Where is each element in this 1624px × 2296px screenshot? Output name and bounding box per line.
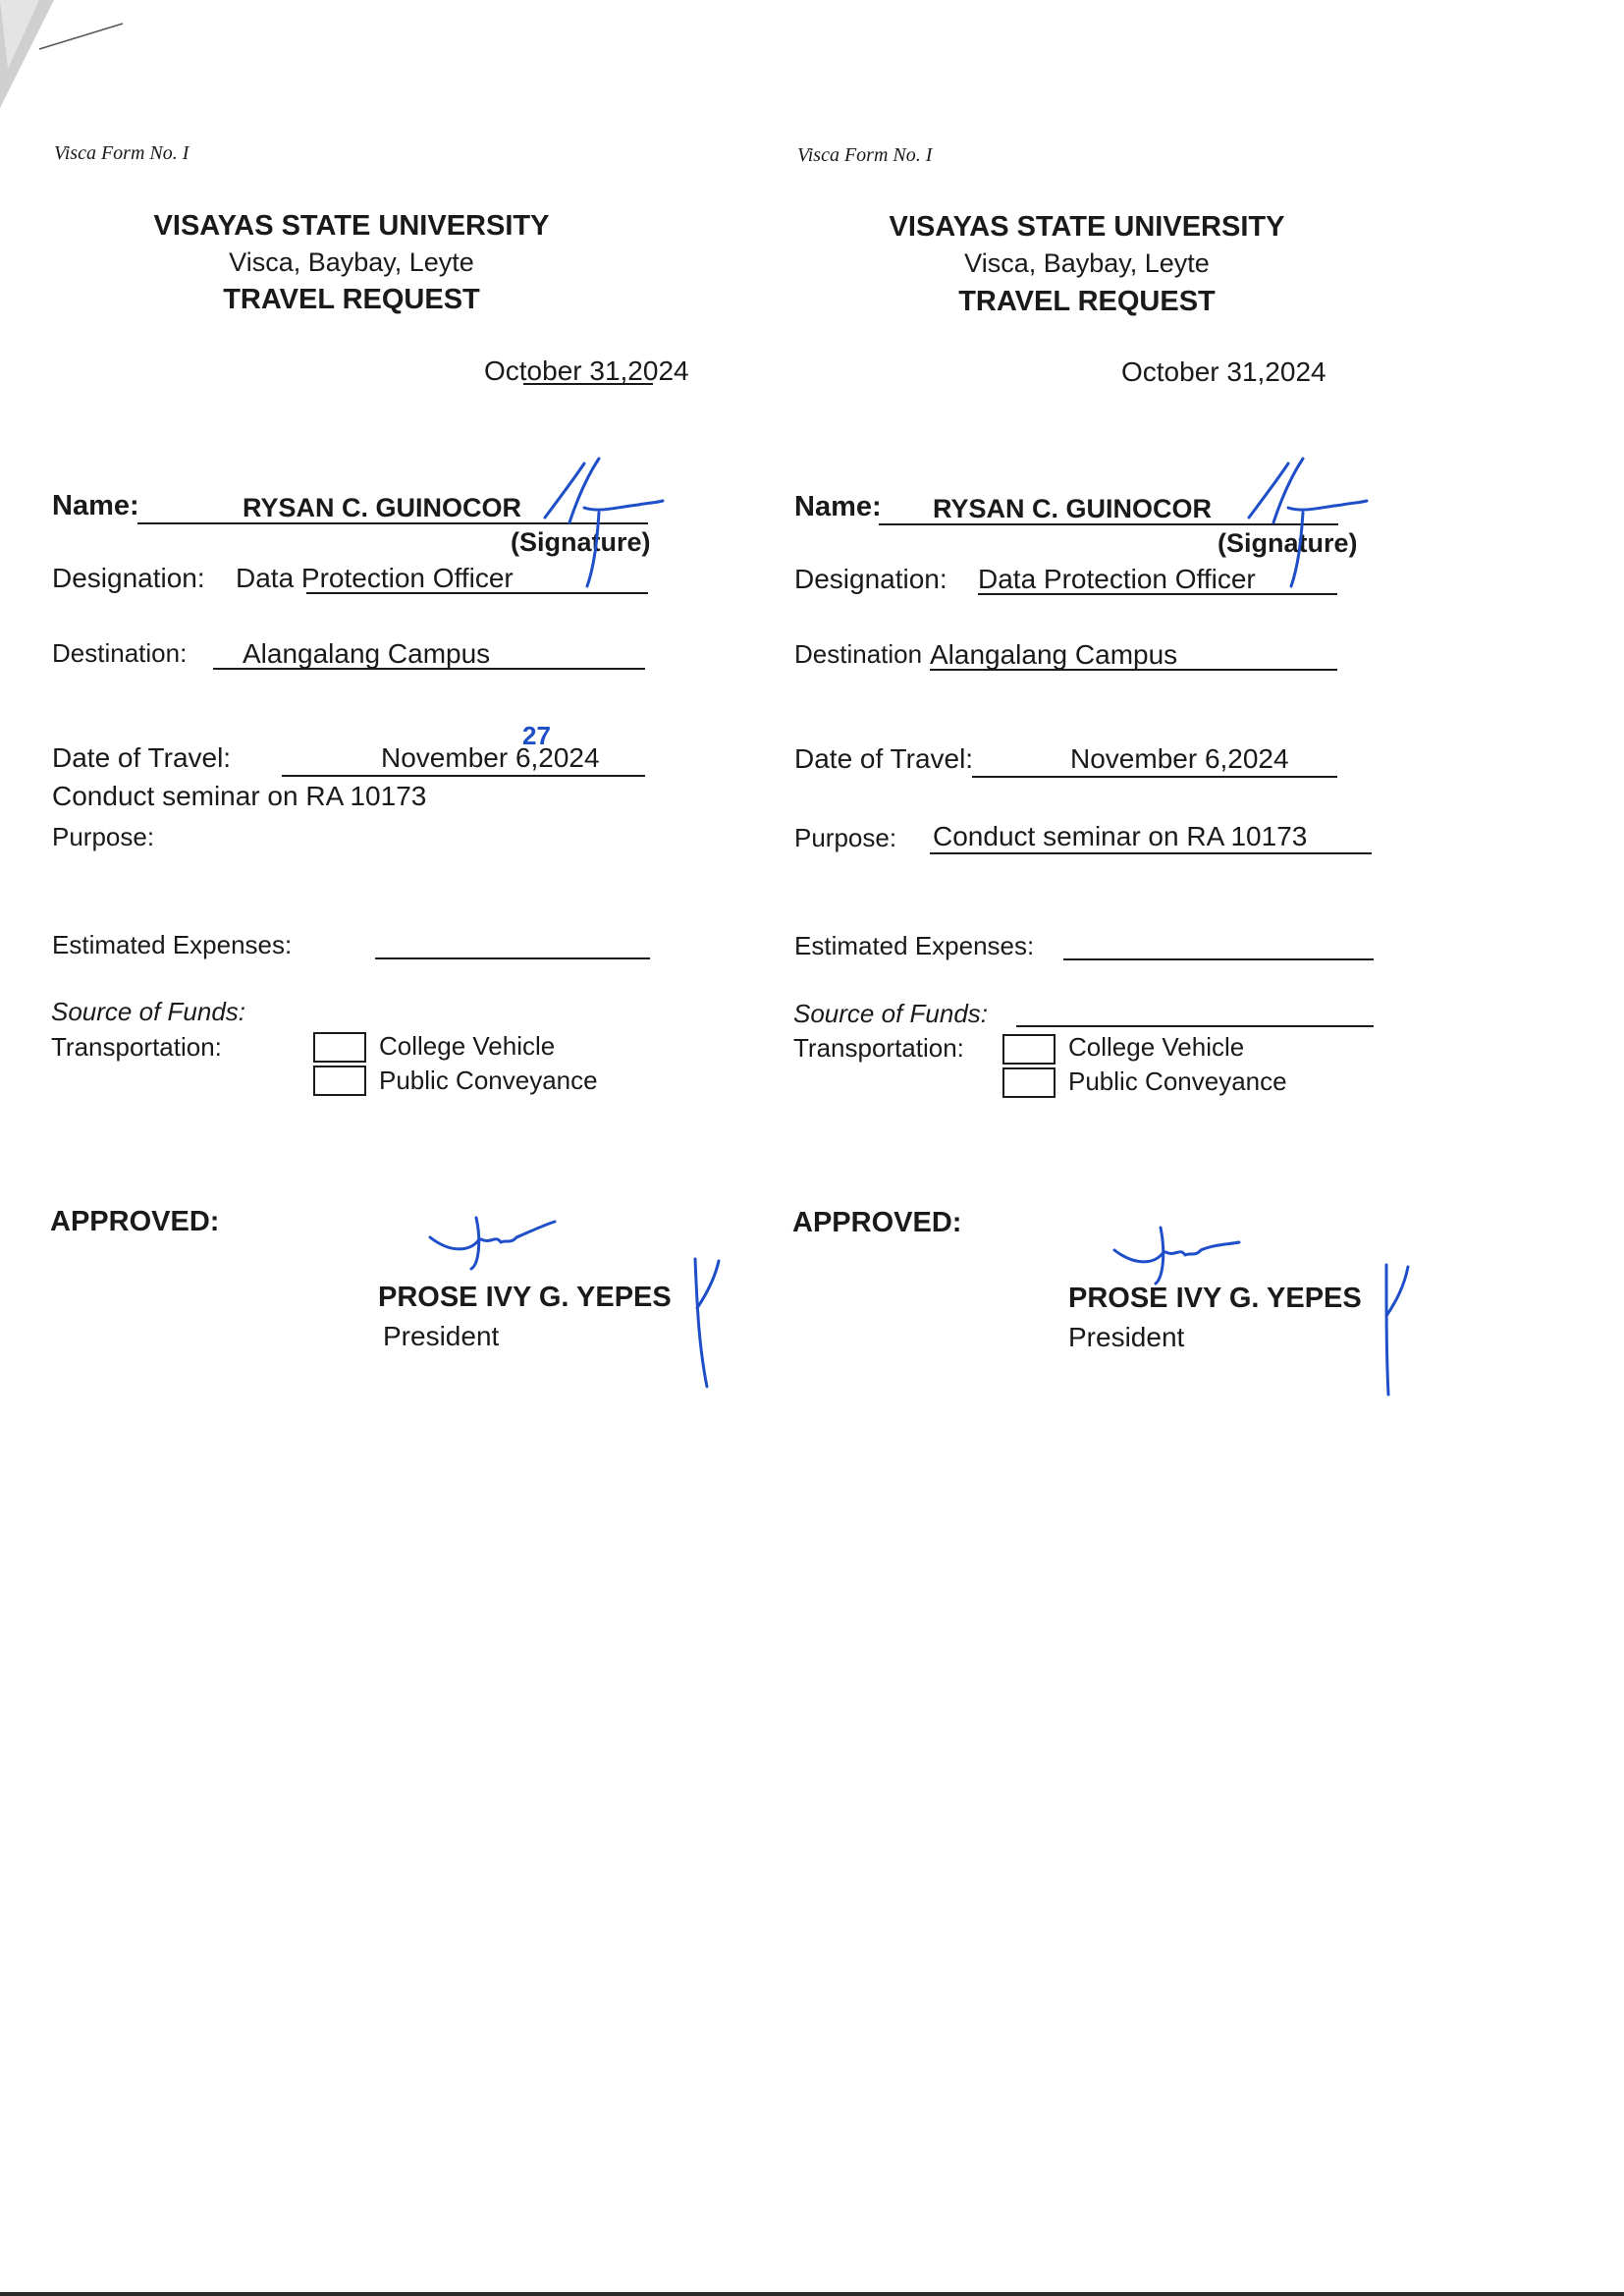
estimated-expenses-label: Estimated Expenses: [794, 931, 1035, 960]
approved-label: APPROVED: [50, 1206, 220, 1237]
approver-title: President [383, 1321, 500, 1351]
purpose-value: Conduct seminar on RA 10173 [933, 821, 1308, 851]
designation-label: Designation: [794, 564, 947, 594]
source-of-funds-label: Source of Funds: [793, 999, 988, 1028]
signature-caption: (Signature) [1218, 528, 1358, 558]
expenses-underline [1063, 958, 1374, 960]
approver-signature [1107, 1223, 1254, 1291]
college-vehicle-checkbox[interactable] [1002, 1034, 1056, 1065]
name-label: Name: [794, 491, 882, 522]
university-address: Visca, Baybay, Leyte [964, 248, 1210, 278]
form-number: Visca Form No. I [797, 144, 933, 166]
date-correction: 27 [522, 721, 551, 750]
date-of-travel-value: November 6,2024 [381, 742, 600, 773]
destination-value: Alangalang Campus [243, 638, 491, 669]
destination-underline [213, 668, 645, 670]
destination-underline [930, 669, 1337, 671]
designation-value: Data Protection Officer [978, 564, 1256, 594]
designation-value: Data Protection Officer [236, 563, 514, 593]
date-of-travel-underline [972, 776, 1337, 778]
purpose-label: Purpose: [52, 822, 155, 851]
requester-name: RYSAN C. GUINOCOR [933, 494, 1213, 523]
destination-label: Destination [794, 639, 923, 669]
purpose-value: Conduct seminar on RA 10173 [52, 781, 427, 811]
university-name: VISAYAS STATE UNIVERSITY [889, 211, 1285, 243]
approver-title: President [1068, 1322, 1185, 1352]
designation-underline [306, 592, 648, 594]
college-vehicle-label: College Vehicle [1068, 1032, 1245, 1062]
public-conveyance-label: Public Conveyance [1068, 1066, 1287, 1096]
destination-value: Alangalang Campus [930, 639, 1178, 670]
signature-caption: (Signature) [511, 527, 651, 557]
requester-signature [540, 454, 687, 591]
university-address: Visca, Baybay, Leyte [229, 247, 474, 277]
destination-label: Destination: [52, 638, 188, 668]
requester-signature [1244, 454, 1391, 591]
source-of-funds-label: Source of Funds: [51, 997, 245, 1026]
purpose-label: Purpose: [794, 823, 897, 852]
form-number: Visca Form No. I [54, 142, 189, 164]
form-title: TRAVEL REQUEST [958, 286, 1216, 317]
estimated-expenses-label: Estimated Expenses: [52, 930, 293, 959]
designation-label: Designation: [52, 563, 205, 593]
university-name: VISAYAS STATE UNIVERSITY [153, 210, 550, 242]
public-conveyance-label: Public Conveyance [379, 1066, 598, 1095]
approval-initial [1377, 1257, 1416, 1404]
approved-label: APPROVED: [792, 1207, 962, 1238]
funds-underline [1016, 1025, 1374, 1027]
travel-request-form-right [743, 0, 1555, 2296]
request-date: October 31,2024 [1121, 356, 1326, 387]
request-date: October 31,2024 [484, 355, 689, 386]
college-vehicle-checkbox[interactable] [313, 1032, 366, 1063]
date-of-travel-underline [282, 775, 645, 777]
public-conveyance-checkbox[interactable] [1002, 1067, 1056, 1098]
name-label: Name: [52, 490, 139, 521]
approver-signature [422, 1210, 569, 1279]
date-of-travel-label: Date of Travel: [794, 743, 974, 774]
designation-underline [978, 593, 1337, 595]
approver-name: PROSE IVY G. YEPES [1068, 1283, 1362, 1314]
expenses-underline [375, 957, 650, 959]
college-vehicle-label: College Vehicle [379, 1031, 556, 1061]
page-bottom-edge [0, 2292, 1624, 2296]
form-title: TRAVEL REQUEST [223, 284, 480, 315]
date-of-travel-label: Date of Travel: [52, 742, 232, 773]
public-conveyance-checkbox[interactable] [313, 1066, 366, 1096]
approval-initial [687, 1249, 727, 1396]
requester-name: RYSAN C. GUINOCOR [243, 493, 522, 522]
transportation-label: Transportation: [51, 1032, 222, 1062]
date-underline [523, 383, 653, 385]
purpose-underline [930, 852, 1372, 854]
approver-name: PROSE IVY G. YEPES [378, 1282, 672, 1313]
date-of-travel-value: November 6,2024 [1070, 743, 1289, 774]
transportation-label: Transportation: [793, 1033, 964, 1063]
